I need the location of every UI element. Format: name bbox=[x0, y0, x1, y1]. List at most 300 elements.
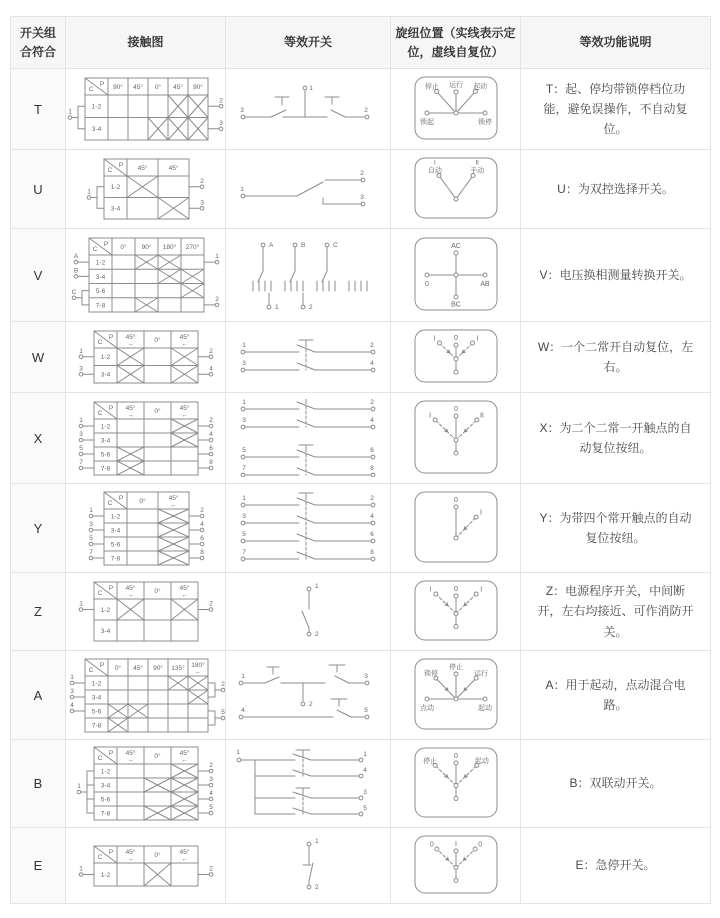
svg-text:AC: AC bbox=[450, 243, 461, 251]
function-description: E：急停开关。 bbox=[521, 828, 711, 904]
svg-text:1-2: 1-2 bbox=[91, 680, 101, 688]
svg-text:3: 3 bbox=[78, 365, 83, 373]
knob-position-cell bbox=[391, 740, 521, 828]
svg-text:0°: 0° bbox=[153, 852, 161, 860]
table-row bbox=[11, 828, 711, 904]
svg-text:7: 7 bbox=[242, 465, 246, 473]
contact-diagram-cell bbox=[66, 322, 226, 393]
svg-text:P: P bbox=[99, 81, 104, 89]
svg-text:锁起: 锁起 bbox=[419, 119, 434, 127]
svg-text:45°: 45° bbox=[179, 750, 189, 758]
svg-text:起动: 起动 bbox=[472, 83, 487, 91]
function-description: W：一个二常开自动复位，左右。 bbox=[521, 322, 711, 393]
svg-text:6: 6 bbox=[208, 445, 213, 453]
svg-text:→: → bbox=[126, 592, 134, 600]
svg-text:1: 1 bbox=[78, 600, 83, 608]
svg-text:4: 4 bbox=[199, 521, 204, 529]
svg-text:I: I bbox=[432, 335, 435, 343]
svg-text:6: 6 bbox=[199, 535, 204, 543]
function-description: T：起、停均带锁停档位功能，避免误操作，不自动复位。 bbox=[521, 69, 711, 150]
svg-text:2: 2 bbox=[364, 107, 368, 115]
equivalent-switch-cell bbox=[226, 322, 391, 393]
svg-text:→: → bbox=[126, 341, 134, 349]
svg-text:C: C bbox=[88, 86, 93, 94]
svg-text:1: 1 bbox=[69, 674, 74, 682]
contact-diagram-cell bbox=[66, 740, 226, 828]
contact-diagram bbox=[67, 832, 225, 899]
svg-text:3: 3 bbox=[69, 688, 74, 696]
equivalent-switch-cell bbox=[226, 573, 391, 651]
svg-text:手动: 手动 bbox=[469, 167, 484, 175]
svg-text:3: 3 bbox=[208, 776, 213, 784]
svg-text:C: C bbox=[97, 590, 102, 598]
svg-text:7-8: 7-8 bbox=[91, 722, 101, 730]
svg-text:2: 2 bbox=[220, 681, 225, 689]
svg-text:1: 1 bbox=[241, 673, 245, 681]
svg-text:自动: 自动 bbox=[427, 167, 442, 175]
column-header-knob-position: 旋纽位置（实线表示定位，虚线自复位） bbox=[391, 17, 521, 69]
svg-text:3-4: 3-4 bbox=[95, 273, 105, 281]
svg-text:P: P bbox=[118, 162, 123, 170]
svg-text:1-2: 1-2 bbox=[100, 768, 110, 776]
contact-diagram bbox=[67, 397, 225, 479]
function-description: A：用于起动，点动混合电路。 bbox=[521, 651, 711, 740]
svg-text:点动: 点动 bbox=[419, 705, 434, 713]
svg-text:←: ← bbox=[180, 592, 188, 600]
svg-text:6: 6 bbox=[370, 531, 374, 539]
knob-position-cell bbox=[391, 229, 521, 322]
svg-text:7: 7 bbox=[88, 549, 93, 557]
svg-text:起动: 起动 bbox=[474, 758, 489, 766]
contact-diagram bbox=[67, 577, 225, 646]
svg-text:P: P bbox=[118, 495, 123, 503]
row-symbol: W bbox=[11, 322, 66, 393]
svg-text:3-4: 3-4 bbox=[110, 205, 120, 213]
svg-text:4: 4 bbox=[370, 417, 374, 425]
equivalent-switch-diagram bbox=[233, 235, 383, 315]
svg-text:1-2: 1-2 bbox=[100, 607, 110, 615]
svg-text:C: C bbox=[333, 242, 338, 250]
svg-text:3-4: 3-4 bbox=[100, 782, 110, 790]
equivalent-switch-cell bbox=[226, 740, 391, 828]
svg-text:A: A bbox=[269, 242, 274, 250]
knob-position-cell bbox=[391, 573, 521, 651]
svg-text:7-8: 7-8 bbox=[110, 555, 120, 563]
column-header-equivalent-switch: 等效开关 bbox=[226, 17, 391, 69]
svg-text:45°: 45° bbox=[168, 495, 178, 503]
table-row bbox=[11, 573, 711, 651]
knob-position-cell bbox=[391, 150, 521, 229]
svg-text:停止: 停止 bbox=[424, 83, 439, 91]
svg-text:4: 4 bbox=[363, 767, 367, 775]
equivalent-switch-cell bbox=[226, 393, 391, 484]
svg-text:C: C bbox=[97, 410, 102, 418]
svg-text:0°: 0° bbox=[153, 337, 161, 345]
svg-text:4: 4 bbox=[370, 513, 374, 521]
svg-text:P: P bbox=[108, 405, 113, 413]
svg-text:0: 0 bbox=[453, 497, 458, 505]
svg-text:5-6: 5-6 bbox=[100, 796, 110, 804]
knob-position-diagram bbox=[406, 489, 506, 567]
svg-text:C: C bbox=[88, 667, 93, 675]
svg-text:5: 5 bbox=[363, 805, 367, 813]
svg-text:0: 0 bbox=[429, 841, 434, 849]
svg-text:C: C bbox=[107, 500, 112, 508]
svg-text:2: 2 bbox=[315, 631, 319, 639]
svg-text:45°: 45° bbox=[179, 405, 189, 413]
svg-text:3-4: 3-4 bbox=[91, 694, 101, 702]
column-header-symbol: 开关组合符合 bbox=[11, 17, 66, 69]
table-row bbox=[11, 322, 711, 393]
knob-position-diagram bbox=[406, 656, 506, 734]
svg-text:C: C bbox=[92, 246, 97, 254]
svg-text:1: 1 bbox=[315, 838, 319, 846]
svg-text:P: P bbox=[108, 750, 113, 758]
function-description: U：为双控选择开关。 bbox=[521, 150, 711, 229]
svg-text:3-4: 3-4 bbox=[100, 437, 110, 445]
svg-text:0°: 0° bbox=[114, 665, 121, 673]
svg-text:I: I bbox=[454, 841, 457, 849]
svg-text:→: → bbox=[126, 757, 134, 765]
svg-text:3: 3 bbox=[242, 417, 246, 425]
svg-text:0°: 0° bbox=[138, 498, 146, 506]
svg-text:1: 1 bbox=[88, 507, 93, 515]
svg-text:2: 2 bbox=[208, 762, 213, 770]
equivalent-switch-diagram bbox=[233, 399, 383, 477]
svg-text:45°: 45° bbox=[132, 84, 143, 92]
knob-position-cell bbox=[391, 393, 521, 484]
svg-text:7-8: 7-8 bbox=[100, 810, 110, 818]
svg-text:0°: 0° bbox=[153, 753, 161, 761]
svg-text:1-2: 1-2 bbox=[95, 259, 105, 267]
table-row bbox=[11, 393, 711, 484]
svg-text:运行: 运行 bbox=[473, 670, 488, 678]
svg-text:5: 5 bbox=[220, 709, 225, 717]
contact-diagram-cell bbox=[66, 828, 226, 904]
svg-text:2: 2 bbox=[214, 296, 219, 304]
svg-text:2: 2 bbox=[208, 600, 213, 608]
contact-diagram bbox=[67, 744, 225, 823]
svg-text:C: C bbox=[97, 339, 102, 347]
row-symbol: E bbox=[11, 828, 66, 904]
equivalent-switch-diagram bbox=[233, 746, 383, 821]
svg-text:0°: 0° bbox=[153, 588, 161, 596]
svg-text:←: ← bbox=[180, 412, 188, 420]
svg-text:2: 2 bbox=[370, 399, 374, 407]
table-body bbox=[11, 69, 711, 904]
svg-text:270°: 270° bbox=[185, 244, 199, 252]
row-symbol: V bbox=[11, 229, 66, 322]
contact-diagram bbox=[67, 73, 225, 145]
contact-diagram bbox=[67, 488, 225, 568]
svg-text:6: 6 bbox=[370, 447, 374, 455]
svg-text:I: I bbox=[479, 586, 482, 594]
svg-text:→: → bbox=[126, 412, 134, 420]
svg-text:1: 1 bbox=[214, 253, 219, 261]
svg-text:4: 4 bbox=[241, 707, 245, 715]
knob-position-cell bbox=[391, 69, 521, 150]
svg-text:0: 0 bbox=[477, 841, 482, 849]
equivalent-switch-cell bbox=[226, 150, 391, 229]
svg-text:135°: 135° bbox=[170, 665, 185, 673]
svg-text:1: 1 bbox=[275, 304, 279, 312]
svg-text:2: 2 bbox=[199, 177, 204, 185]
svg-text:5: 5 bbox=[88, 535, 93, 543]
svg-text:90°: 90° bbox=[112, 84, 123, 92]
svg-text:1: 1 bbox=[86, 188, 91, 196]
svg-text:0°: 0° bbox=[154, 84, 161, 92]
row-symbol: Y bbox=[11, 484, 66, 573]
contact-diagram bbox=[67, 233, 225, 317]
contact-diagram-cell bbox=[66, 651, 226, 740]
table-row bbox=[11, 651, 711, 740]
svg-text:2: 2 bbox=[208, 865, 213, 873]
svg-text:1: 1 bbox=[363, 751, 367, 759]
svg-text:45°: 45° bbox=[125, 585, 135, 593]
table-header bbox=[11, 17, 711, 69]
svg-text:停止: 停止 bbox=[448, 664, 463, 672]
svg-text:45°: 45° bbox=[168, 165, 178, 173]
svg-text:8: 8 bbox=[199, 549, 204, 557]
svg-text:1: 1 bbox=[78, 865, 83, 873]
equivalent-switch-cell bbox=[226, 828, 391, 904]
svg-text:←: ← bbox=[180, 757, 188, 765]
svg-text:1: 1 bbox=[78, 347, 83, 355]
contact-diagram-cell bbox=[66, 484, 226, 573]
knob-position-diagram bbox=[406, 74, 506, 144]
table-row bbox=[11, 69, 711, 150]
svg-text:1-2: 1-2 bbox=[110, 184, 120, 192]
svg-text:45°: 45° bbox=[137, 165, 147, 173]
svg-text:1: 1 bbox=[242, 495, 246, 503]
svg-text:1: 1 bbox=[236, 749, 240, 757]
svg-text:3: 3 bbox=[88, 521, 93, 529]
svg-text:B: B bbox=[301, 242, 306, 250]
svg-text:4: 4 bbox=[208, 365, 213, 373]
svg-text:2: 2 bbox=[199, 507, 204, 515]
svg-text:C: C bbox=[97, 854, 102, 862]
svg-text:180°: 180° bbox=[162, 244, 176, 252]
svg-text:3-4: 3-4 bbox=[91, 126, 101, 134]
svg-text:3-4: 3-4 bbox=[100, 371, 110, 379]
knob-position-diagram bbox=[406, 327, 506, 387]
svg-text:C: C bbox=[107, 167, 112, 175]
svg-text:←: ← bbox=[180, 341, 188, 349]
svg-text:5-6: 5-6 bbox=[91, 708, 101, 716]
svg-text:1: 1 bbox=[67, 108, 72, 116]
svg-text:90°: 90° bbox=[141, 244, 151, 252]
svg-text:0°: 0° bbox=[153, 408, 161, 416]
svg-text:←: ← bbox=[169, 502, 177, 510]
svg-text:B: B bbox=[73, 267, 78, 275]
function-description: B：双联动开关。 bbox=[521, 740, 711, 828]
function-description: X：为二个二常一开触点的自动复位按纽。 bbox=[521, 393, 711, 484]
knob-position-diagram bbox=[406, 398, 506, 478]
svg-text:←: ← bbox=[180, 856, 188, 864]
svg-text:4: 4 bbox=[208, 790, 213, 798]
row-symbol: B bbox=[11, 740, 66, 828]
contact-diagram bbox=[67, 326, 225, 388]
svg-text:3: 3 bbox=[363, 789, 367, 797]
svg-text:2: 2 bbox=[309, 304, 313, 312]
table-row bbox=[11, 229, 711, 322]
column-header-contact-diagram: 接触图 bbox=[66, 17, 226, 69]
svg-text:BC: BC bbox=[450, 301, 461, 309]
svg-text:2: 2 bbox=[370, 495, 374, 503]
table-row bbox=[11, 150, 711, 229]
svg-text:2: 2 bbox=[360, 170, 364, 178]
svg-text:3: 3 bbox=[78, 431, 83, 439]
svg-text:5-6: 5-6 bbox=[95, 288, 105, 296]
svg-text:5-6: 5-6 bbox=[110, 541, 120, 549]
header-row bbox=[11, 17, 711, 69]
svg-text:锁停: 锁停 bbox=[423, 670, 438, 678]
svg-text:5: 5 bbox=[242, 531, 246, 539]
svg-text:1-2: 1-2 bbox=[100, 872, 110, 880]
svg-text:3: 3 bbox=[199, 199, 204, 207]
svg-text:P: P bbox=[99, 662, 104, 670]
svg-text:3: 3 bbox=[240, 107, 244, 115]
knob-position-diagram bbox=[406, 745, 506, 822]
equivalent-switch-cell bbox=[226, 69, 391, 150]
svg-text:3-4: 3-4 bbox=[100, 628, 110, 636]
function-description: V：电压换相测量转换开关。 bbox=[521, 229, 711, 322]
svg-text:1: 1 bbox=[309, 85, 313, 93]
svg-text:A: A bbox=[73, 253, 78, 261]
svg-text:1: 1 bbox=[78, 417, 83, 425]
svg-text:I: I bbox=[476, 335, 479, 343]
svg-text:180°: 180° bbox=[190, 662, 205, 670]
equivalent-switch-diagram bbox=[233, 490, 383, 566]
contact-diagram-cell bbox=[66, 573, 226, 651]
svg-text:P: P bbox=[108, 334, 113, 342]
svg-text:0°: 0° bbox=[119, 244, 127, 252]
row-symbol: A bbox=[11, 651, 66, 740]
svg-text:45°: 45° bbox=[172, 84, 183, 92]
equivalent-switch-diagram bbox=[233, 75, 383, 143]
svg-text:4: 4 bbox=[370, 360, 374, 368]
row-symbol: Z bbox=[11, 573, 66, 651]
svg-text:1: 1 bbox=[240, 186, 244, 194]
contact-diagram-cell bbox=[66, 393, 226, 484]
row-symbol: X bbox=[11, 393, 66, 484]
svg-text:4: 4 bbox=[208, 431, 213, 439]
equivalent-switch-diagram bbox=[233, 156, 383, 222]
svg-text:3-4: 3-4 bbox=[110, 527, 120, 535]
svg-text:3: 3 bbox=[218, 119, 223, 127]
svg-text:0: 0 bbox=[453, 335, 458, 343]
svg-text:45°: 45° bbox=[132, 665, 143, 673]
row-symbol: U bbox=[11, 150, 66, 229]
svg-text:7-8: 7-8 bbox=[100, 465, 110, 473]
svg-text:P: P bbox=[103, 241, 108, 249]
contact-diagram bbox=[67, 655, 225, 735]
svg-text:5: 5 bbox=[78, 445, 83, 453]
svg-text:2: 2 bbox=[218, 97, 223, 105]
function-description: Z：电源程序开关，中间断开，左右均接近、可作消防开关。 bbox=[521, 573, 711, 651]
svg-text:3: 3 bbox=[360, 194, 364, 202]
svg-text:0: 0 bbox=[453, 586, 458, 594]
svg-text:1-2: 1-2 bbox=[91, 103, 101, 111]
knob-position-cell bbox=[391, 322, 521, 393]
svg-text:45°: 45° bbox=[125, 750, 135, 758]
svg-text:5: 5 bbox=[364, 707, 368, 715]
svg-text:7: 7 bbox=[242, 549, 246, 557]
switch-spec-table bbox=[10, 16, 711, 904]
svg-text:8: 8 bbox=[208, 459, 213, 467]
svg-text:45°: 45° bbox=[125, 849, 135, 857]
svg-text:P: P bbox=[108, 849, 113, 857]
svg-text:停止: 停止 bbox=[422, 758, 437, 766]
svg-text:3: 3 bbox=[242, 360, 246, 368]
knob-position-diagram bbox=[406, 578, 506, 645]
svg-text:5: 5 bbox=[208, 804, 213, 812]
svg-text:45°: 45° bbox=[179, 849, 189, 857]
knob-position-diagram bbox=[406, 155, 506, 223]
svg-text:运行: 运行 bbox=[448, 82, 463, 90]
contact-diagram-cell bbox=[66, 229, 226, 322]
contact-diagram-cell bbox=[66, 150, 226, 229]
equivalent-switch-cell bbox=[226, 484, 391, 573]
svg-text:1-2: 1-2 bbox=[100, 354, 110, 362]
svg-text:45°: 45° bbox=[125, 334, 135, 342]
table-row bbox=[11, 484, 711, 573]
svg-text:45°: 45° bbox=[179, 585, 189, 593]
table-row bbox=[11, 740, 711, 828]
column-header-function-description: 等效功能说明 bbox=[521, 17, 711, 69]
svg-text:2: 2 bbox=[309, 701, 313, 709]
svg-text:I: I bbox=[428, 412, 431, 420]
knob-position-cell bbox=[391, 828, 521, 904]
svg-text:2: 2 bbox=[370, 342, 374, 350]
svg-text:1-2: 1-2 bbox=[100, 423, 110, 431]
row-symbol: T bbox=[11, 69, 66, 150]
svg-text:8: 8 bbox=[370, 549, 374, 557]
svg-text:1: 1 bbox=[315, 583, 319, 591]
function-description: Y：为带四个常开触点的自动复位按纽。 bbox=[521, 484, 711, 573]
svg-text:←: ← bbox=[194, 669, 201, 677]
svg-text:I: I bbox=[479, 509, 482, 517]
svg-text:锁停: 锁停 bbox=[477, 119, 492, 127]
svg-text:7: 7 bbox=[78, 459, 83, 467]
equivalent-switch-diagram bbox=[233, 834, 383, 897]
knob-position-cell bbox=[391, 651, 521, 740]
svg-text:1-2: 1-2 bbox=[110, 513, 120, 521]
svg-text:0: 0 bbox=[453, 406, 458, 414]
svg-text:90°: 90° bbox=[192, 84, 203, 92]
svg-text:II: II bbox=[479, 412, 484, 420]
svg-text:→: → bbox=[126, 856, 134, 864]
equivalent-switch-cell bbox=[226, 229, 391, 322]
svg-text:起动: 起动 bbox=[477, 705, 492, 713]
svg-text:2: 2 bbox=[315, 884, 319, 892]
svg-text:I: I bbox=[433, 160, 436, 167]
svg-text:AB: AB bbox=[479, 281, 490, 289]
svg-text:3: 3 bbox=[364, 673, 368, 681]
svg-text:1: 1 bbox=[242, 399, 246, 407]
equivalent-switch-diagram bbox=[233, 328, 383, 386]
svg-text:90°: 90° bbox=[152, 665, 163, 673]
svg-text:3: 3 bbox=[242, 513, 246, 521]
svg-text:2: 2 bbox=[208, 417, 213, 425]
contact-diagram-cell bbox=[66, 69, 226, 150]
svg-text:2: 2 bbox=[208, 347, 213, 355]
svg-text:II: II bbox=[474, 160, 479, 167]
svg-text:5-6: 5-6 bbox=[100, 451, 110, 459]
svg-text:4: 4 bbox=[69, 702, 74, 710]
knob-position-diagram bbox=[406, 235, 506, 315]
svg-text:0: 0 bbox=[453, 753, 458, 761]
